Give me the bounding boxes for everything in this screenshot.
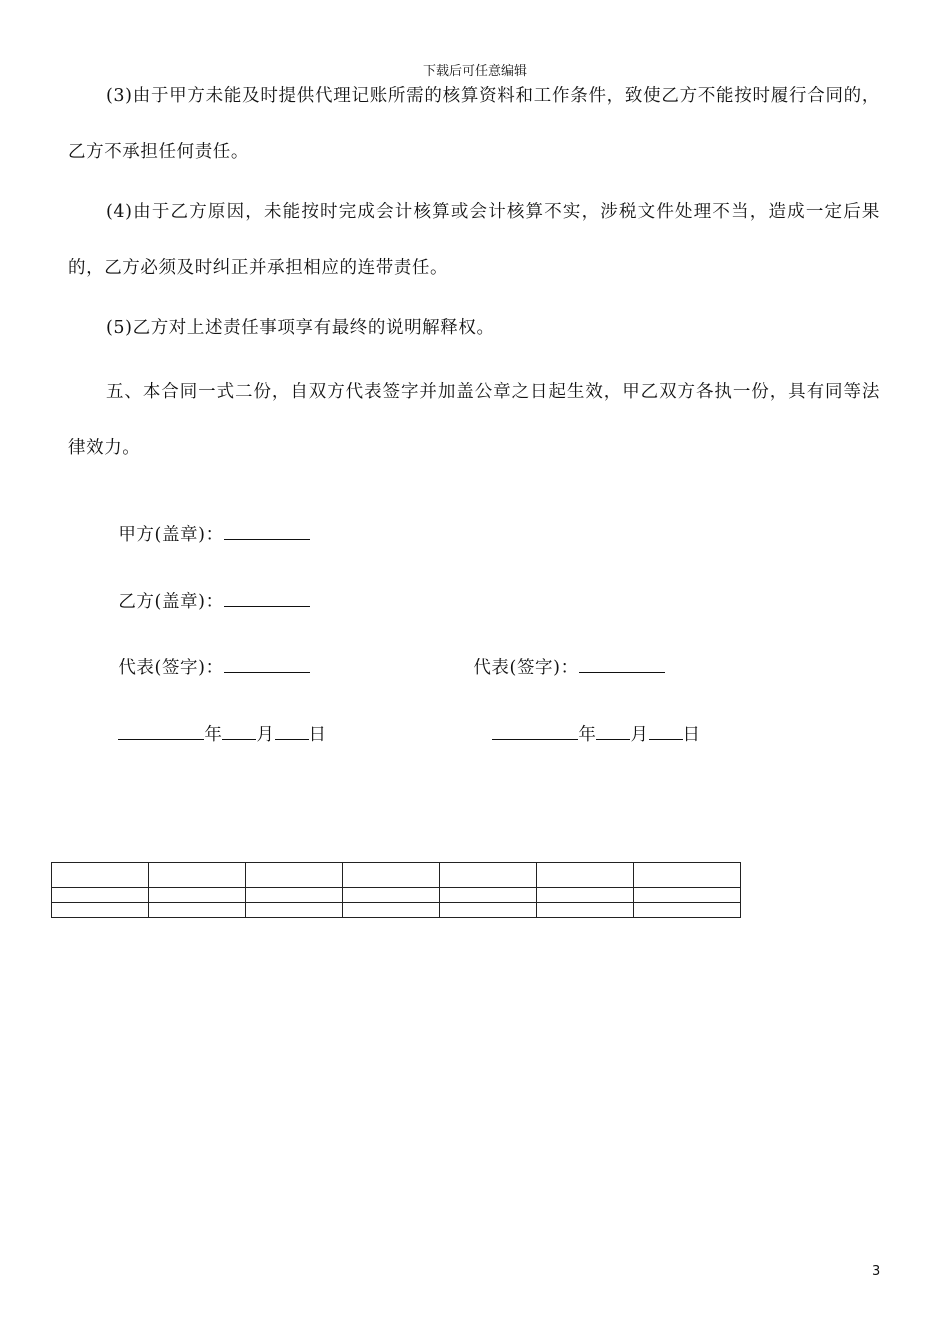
table-cell[interactable] (149, 888, 246, 903)
date-left-month: 月 (256, 725, 275, 745)
table-cell[interactable] (246, 888, 343, 903)
party-a-seal-line (106, 497, 310, 547)
table-cell[interactable] (343, 903, 440, 918)
clause-4: (4)由于乙方原因，未能按时完成会计核算或会计核算不实，涉税文件处理不当，造成一定后果的，乙方必须及时纠正并承担相应的连带责任。 (68, 202, 880, 278)
table-cell[interactable] (246, 903, 343, 918)
table-cell[interactable] (440, 903, 537, 918)
date-left-day: 日 (308, 725, 327, 745)
date-right-line (480, 697, 701, 747)
clause-five: 五、本合同一式二份，自双方代表签字并加盖公章之日起生效，甲乙双方各执一份，具有同等法律效力。 (68, 382, 880, 458)
table-cell[interactable] (52, 903, 149, 918)
table-cell[interactable] (246, 863, 343, 888)
rep-left-blank[interactable] (224, 654, 310, 673)
table-cell[interactable] (149, 903, 246, 918)
table-row (52, 888, 741, 903)
empty-table (51, 862, 741, 918)
date-left-year: 年 (204, 725, 223, 745)
rep-left-line (106, 630, 310, 680)
table-row (52, 903, 741, 918)
rep-right-label: 代表(签字)： (473, 658, 579, 678)
date-right-month-blank[interactable] (596, 721, 630, 740)
date-right-day: 日 (682, 725, 701, 745)
date-left-month-blank[interactable] (222, 721, 256, 740)
table-cell[interactable] (537, 903, 634, 918)
date-right-day-blank[interactable] (649, 721, 683, 740)
rep-left-label: 代表(签字)： (118, 658, 224, 678)
party-b-seal-label: 乙方(盖章)： (118, 592, 224, 612)
party-a-seal-label: 甲方(盖章)： (118, 525, 224, 545)
party-b-seal-blank[interactable] (224, 588, 310, 607)
header-note: 下载后可任意编辑 (422, 64, 527, 79)
table-cell[interactable] (537, 863, 634, 888)
table-cell[interactable] (343, 863, 440, 888)
date-right-year-blank[interactable] (492, 721, 578, 740)
table-cell[interactable] (149, 863, 246, 888)
date-left-year-blank[interactable] (118, 721, 204, 740)
rep-right-blank[interactable] (579, 654, 665, 673)
table-cell[interactable] (634, 903, 741, 918)
table-cell[interactable] (440, 888, 537, 903)
clause-3: (3)由于甲方未能及时提供代理记账所需的核算资料和工作条件，致使乙方不能按时履行合同的，乙方不承担任何责任。 (68, 86, 880, 162)
party-a-seal-blank[interactable] (224, 521, 310, 540)
party-b-seal-line (106, 564, 310, 614)
clause-5: (5)乙方对上述责任事项享有最终的说明解释权。 (106, 318, 495, 338)
date-right-year: 年 (578, 725, 597, 745)
table-cell[interactable] (52, 888, 149, 903)
date-right-month: 月 (630, 725, 649, 745)
table-cell[interactable] (634, 888, 741, 903)
table-cell[interactable] (52, 863, 149, 888)
table-cell[interactable] (343, 888, 440, 903)
rep-right-line (461, 630, 665, 680)
page-number: 3 (872, 1264, 881, 1279)
table-row (52, 863, 741, 888)
table-cell[interactable] (537, 888, 634, 903)
date-left-day-blank[interactable] (275, 721, 309, 740)
date-left-line (106, 697, 327, 747)
table-cell[interactable] (634, 863, 741, 888)
table-cell[interactable] (440, 863, 537, 888)
